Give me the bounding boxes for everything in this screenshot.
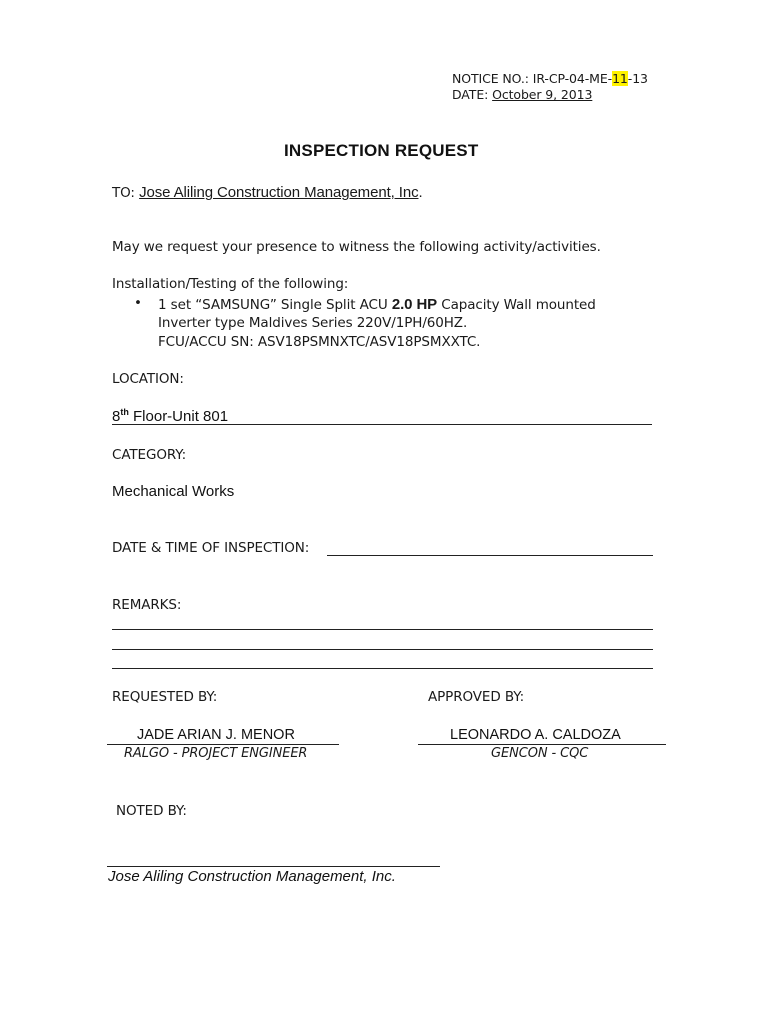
date-time-label: DATE & TIME OF INSPECTION: xyxy=(112,540,310,556)
noted-signature-line xyxy=(107,866,440,867)
location-sup: th xyxy=(120,407,129,417)
location-label: LOCATION: xyxy=(112,371,184,387)
notice-highlight: 11 xyxy=(612,71,628,86)
intro-text: May we request your presence to witness the following activity/activities. xyxy=(112,239,601,255)
date-value: October 9, 2013 xyxy=(492,87,593,102)
approved-position: GENCON - CQC xyxy=(491,746,589,761)
bullet-icon: • xyxy=(134,295,142,311)
notice-prefix: IR-CP-04-ME- xyxy=(532,71,613,86)
requested-signature-line xyxy=(107,744,339,745)
location-num: 8 xyxy=(112,408,121,425)
noted-label: NOTED BY: xyxy=(116,803,187,819)
noted-company: Jose Aliling Construction Management, Inc. xyxy=(108,868,396,885)
remarks-label: REMARKS: xyxy=(112,597,182,613)
install-line1-b: Capacity Wall mounted xyxy=(437,297,596,313)
requested-label: REQUESTED BY: xyxy=(112,689,218,705)
notice-date xyxy=(452,87,592,102)
approved-signature-line xyxy=(418,744,666,745)
installation-line-2: Inverter type Maldives Series 220V/1PH/60HZ. xyxy=(158,315,468,331)
requested-name: JADE ARIAN J. MENOR xyxy=(137,727,295,743)
notice-suffix: -13 xyxy=(627,71,648,86)
location-value xyxy=(112,407,228,425)
location-rest: Floor-Unit 801 xyxy=(128,408,229,425)
requested-position: RALGO - PROJECT ENGINEER xyxy=(124,746,308,761)
approved-label: APPROVED BY: xyxy=(428,689,525,705)
page-title: INSPECTION REQUEST xyxy=(284,141,479,160)
install-line1-bold: 2.0 HP xyxy=(391,296,438,313)
installation-line-3: FCU/ACCU SN: ASV18PSMNXTC/ASV18PSMXXTC. xyxy=(158,334,481,350)
category-label: CATEGORY: xyxy=(112,447,187,463)
notice-label: NOTICE NO.: xyxy=(452,71,529,86)
category-value: Mechanical Works xyxy=(112,483,235,500)
to-line xyxy=(112,184,423,201)
notice-number xyxy=(452,71,648,86)
installation-line-1 xyxy=(158,296,596,313)
install-line1-a: 1 set “SAMSUNG” Single Split ACU xyxy=(158,297,392,313)
to-label: TO: xyxy=(112,185,135,201)
approved-name: LEONARDO A. CALDOZA xyxy=(450,727,621,743)
location-underline xyxy=(112,424,652,425)
remarks-line-1[interactable] xyxy=(112,629,653,630)
to-trailing: . xyxy=(418,184,423,201)
date-time-field[interactable] xyxy=(327,555,653,556)
remarks-line-3[interactable] xyxy=(112,668,653,669)
date-label: DATE: xyxy=(452,87,489,102)
remarks-line-2[interactable] xyxy=(112,649,653,650)
installation-heading: Installation/Testing of the following: xyxy=(112,276,349,292)
to-value: Jose Aliling Construction Management, Inc xyxy=(139,184,419,201)
